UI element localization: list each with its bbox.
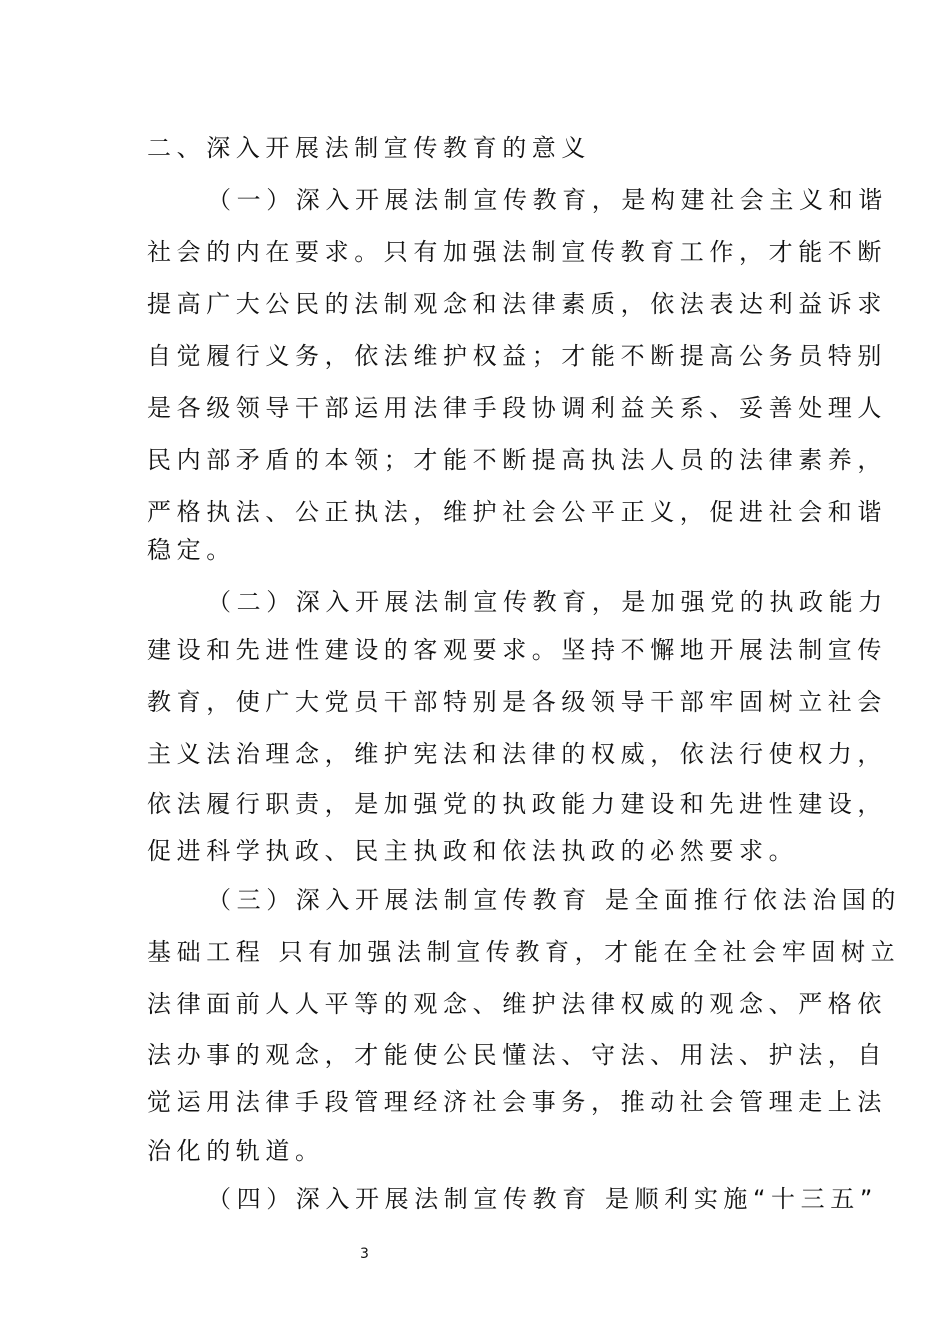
paragraph-1-line-6: 民内部矛盾的本领；才能不断提高执法人员的法律素养， — [147, 446, 887, 474]
paragraph-3-line-1: （三）深入开展法制宣传教育 是全面推行依法治国的 — [207, 886, 902, 914]
paragraph-2-line-1: （二）深入开展法制宣传教育，是加强党的执政能力 — [207, 588, 888, 616]
paragraph-3-line-3: 法律面前人人平等的观念、维护法律权威的观念、严格依 — [147, 990, 887, 1018]
paragraph-1-line-8: 稳定。 — [147, 536, 236, 564]
paragraph-3-line-2: 基础工程 只有加强法制宣传教育，才能在全社会牢固树立 — [147, 938, 901, 966]
paragraph-1-line-3: 提高广大公民的法制观念和法律素质，依法表达利益诉求 — [147, 290, 887, 318]
paragraph-4-line-1: （四）深入开展法制宣传教育 是顺利实施“十三五” — [207, 1185, 878, 1213]
paragraph-1-line-1: （一）深入开展法制宣传教育，是构建社会主义和谐 — [207, 186, 888, 214]
section-heading: 二、深入开展法制宣传教育的意义 — [147, 134, 591, 162]
page-number: 3 — [360, 1246, 369, 1262]
paragraph-1-line-2: 社会的内在要求。只有加强法制宣传教育工作，才能不断 — [147, 238, 887, 266]
paragraph-2-line-6: 促进科学执政、民主执政和依法执政的必然要求。 — [147, 837, 799, 865]
paragraph-2-line-3: 教育，使广大党员干部特别是各级领导干部牢固树立社会 — [147, 688, 887, 716]
paragraph-1-line-7: 严格执法、公正执法，维护社会公平正义，促进社会和谐 — [147, 498, 887, 526]
paragraph-2-line-4: 主义法治理念，维护宪法和法律的权威，依法行使权力， — [147, 740, 887, 768]
paragraph-1-line-4: 自觉履行义务，依法维护权益；才能不断提高公务员特别 — [147, 342, 887, 370]
paragraph-2-line-2: 建设和先进性建设的客观要求。坚持不懈地开展法制宣传 — [147, 636, 887, 664]
paragraph-1-line-5: 是各级领导干部运用法律手段协调利益关系、妥善处理人 — [147, 394, 887, 422]
paragraph-3-line-5: 觉运用法律手段管理经济社会事务，推动社会管理走上法 — [147, 1088, 887, 1116]
paragraph-3-line-6: 治化的轨道。 — [147, 1137, 325, 1165]
paragraph-3-line-4: 法办事的观念，才能使公民懂法、守法、用法、护法，自 — [147, 1041, 887, 1069]
paragraph-2-line-5: 依法履行职责，是加强党的执政能力建设和先进性建设， — [147, 790, 887, 818]
